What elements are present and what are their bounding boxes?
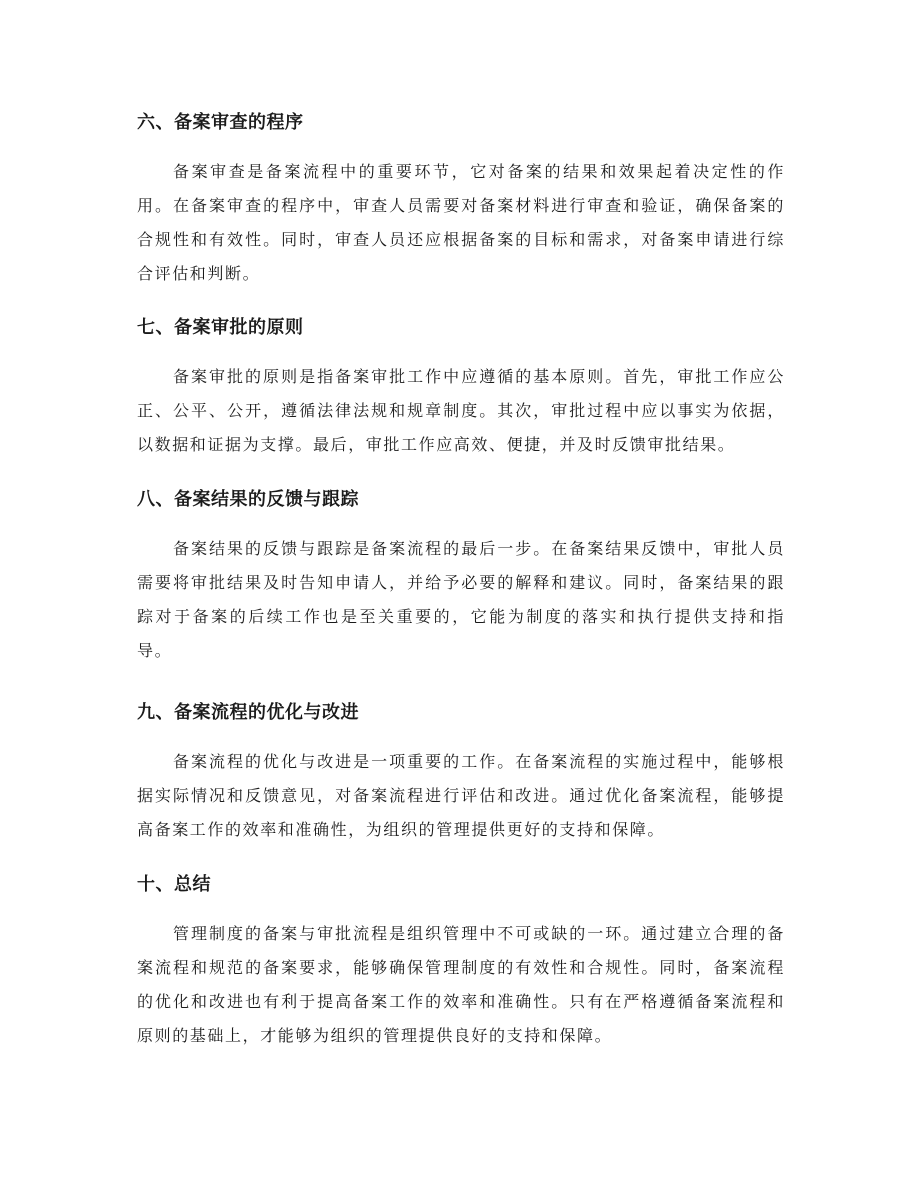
section-7 [137, 315, 785, 462]
section-6 [137, 110, 785, 291]
section-paragraph: 管理制度的备案与审批流程是组织管理中不可或缺的一环。通过建立合理的备案流程和规范的备案要求，能够确保管理制度的有效性和合规性。同时，备案流程的优化和改进也有利于提高备案工作的效率和准确性。只有在严格遵循备案流程和原则的基础上，才能够为组织的管理提供良好的支持和保障。 [137, 924, 785, 1045]
section-heading: 八、备案结果的反馈与跟踪 [137, 489, 359, 510]
section-paragraph: 备案流程的优化与改进是一项重要的工作。在备案流程的实施过程中，能够根据实际情况和反馈意见，对备案流程进行评估和改进。通过优化备案流程，能够提高备案工作的效率和准确性，为组织的管理提供更好的支持和保障。 [137, 752, 785, 839]
section-10 [137, 872, 785, 1053]
section-heading: 九、备案流程的优化与改进 [137, 702, 359, 723]
section-heading: 十、总结 [137, 874, 211, 895]
section-paragraph: 备案结果的反馈与跟踪是备案流程的最后一步。在备案结果反馈中，审批人员需要将审批结果及时告知申请人，并给予必要的解释和建议。同时，备案结果的跟踪对于备案的后续工作也是至关重要的，它能为制度的落实和执行提供支持和指导。 [137, 539, 785, 660]
section-9 [137, 700, 785, 847]
section-paragraph: 备案审查是备案流程中的重要环节，它对备案的结果和效果起着决定性的作用。在备案审查的程序中，审查人员需要对备案材料进行审查和验证，确保备案的合规性和有效性。同时，审查人员还应根据备案的目标和需求，对备案申请进行综合评估和判断。 [137, 162, 785, 283]
section-heading: 六、备案审查的程序 [137, 112, 304, 133]
section-paragraph: 备案审批的原则是指备案审批工作中应遵循的基本原则。首先，审批工作应公正、公平、公开，遵循法律法规和规章制度。其次，审批过程中应以事实为依据，以数据和证据为支撑。最后，审批工作应高效、便捷，并及时反馈审批结果。 [137, 367, 785, 454]
section-heading: 七、备案审批的原则 [137, 317, 304, 338]
section-8 [137, 487, 785, 668]
